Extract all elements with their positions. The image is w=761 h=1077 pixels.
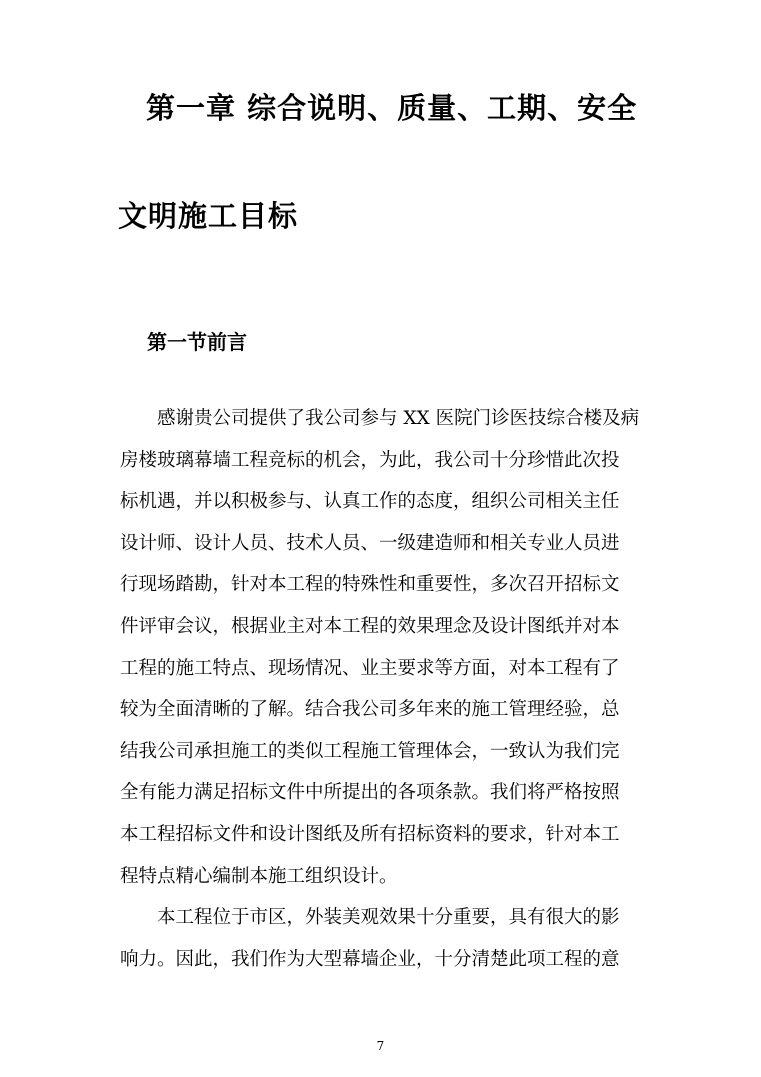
text-line: 标机遇，并以积极参与、认真工作的态度，组织公司相关主任	[120, 491, 620, 513]
text-line: 结我公司承担施工的类似工程施工管理体会，一致认为我们完	[120, 740, 620, 762]
text-line: 程特点精心编制本施工组织设计。	[120, 865, 398, 887]
text-line: 件评审会议，根据业主对本工程的效果理念及设计图纸并对本	[120, 615, 620, 637]
text-line: 行现场踏勘，针对本工程的特殊性和重要性，多次召开招标文	[120, 574, 620, 596]
text-line: 设计师、设计人员、技术人员、一级建造师和相关专业人员进	[120, 532, 620, 554]
text-line: 全有能力满足招标文件中所提出的各项条款。我们将严格按照	[120, 782, 620, 804]
text-line: 工程的施工特点、现场情况、业主要求等方面，对本工程有了	[120, 657, 620, 679]
chapter-title	[118, 91, 648, 233]
text-line: 感谢贵公司提供了我公司参与 XX 医院门诊医技综合楼及病	[157, 408, 640, 429]
chapter-title-line-2: 文明施工目标	[118, 199, 299, 233]
page-number: 7	[376, 1039, 385, 1053]
body-text	[120, 398, 640, 980]
text-line: 较为全面清晰的了解。结合我公司多年来的施工管理经验，总	[120, 699, 620, 721]
text-line: 房楼玻璃幕墙工程竞标的机会，为此，我公司十分珍惜此次投	[120, 449, 620, 471]
text-line: 本工程位于市区，外装美观效果十分重要，具有很大的影	[157, 907, 620, 929]
chapter-title-line-1: 第一章 综合说明、质量、工期、安全	[146, 91, 638, 125]
text-line: 本工程招标文件和设计图纸及所有招标资料的要求，针对本工	[120, 823, 620, 845]
section-title: 第一节前言	[147, 330, 247, 354]
text-line: 响力。因此，我们作为大型幕墙企业，十分清楚此项工程的意	[120, 948, 620, 970]
